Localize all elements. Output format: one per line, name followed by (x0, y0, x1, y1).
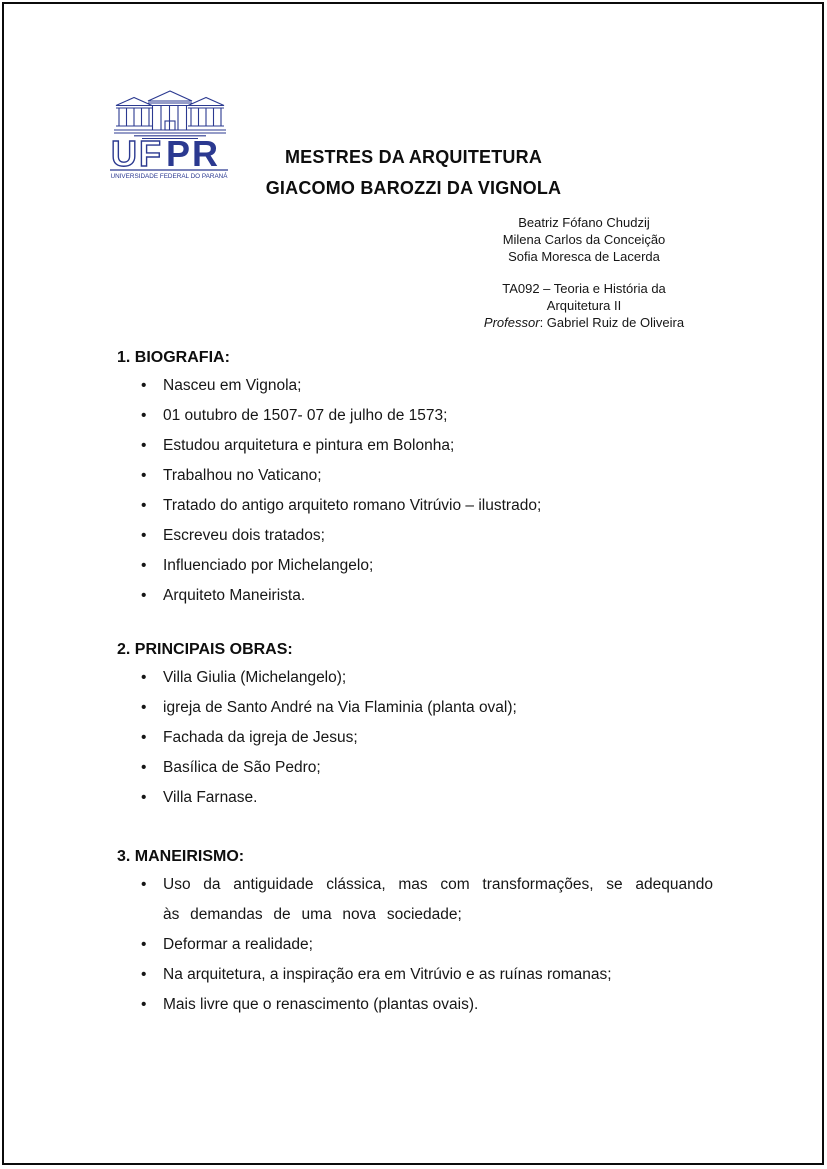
bullet-item: • Mais livre que o renascimento (plantas ovais). (141, 990, 713, 1020)
bullet-item: • Fachada da igreja de Jesus; (141, 723, 713, 753)
section-biografia (117, 348, 713, 611)
section-heading: 3. MANEIRISMO: (117, 848, 245, 865)
professor-name: : Gabriel Ruiz de Oliveira (539, 315, 685, 330)
bullet-item: • Nasceu em Vignola; (141, 371, 713, 401)
title-line-1: MESTRES DA ARQUITETURA (284, 147, 543, 167)
title-line-2: GIACOMO BAROZZI DA VIGNOLA (265, 178, 562, 198)
bullet-item: • Villa Giulia (Michelangelo); (141, 663, 713, 693)
bullet-item: • Deformar a realidade; (141, 930, 713, 960)
ufpr-logo (110, 90, 230, 180)
course-code-line: TA092 – Teoria e História da (502, 281, 666, 296)
document-body (117, 348, 713, 1020)
section-principais-obras (117, 640, 713, 813)
bullet-item: • igreja de Santo André na Via Flaminia (planta oval); (141, 693, 713, 723)
logo-institution-name: UNIVERSIDADE FEDERAL DO PARANÁ (110, 173, 230, 180)
bullet-list (141, 870, 713, 1020)
bullet-item: • Basílica de São Pedro; (141, 753, 713, 783)
bullet-item: • Trabalhou no Vaticano; (141, 461, 713, 491)
author-name: Sofia Moresca de Lacerda (508, 249, 660, 264)
professor-label: Professor (483, 315, 540, 330)
bullet-list (141, 663, 713, 813)
section-heading: 1. BIOGRAFIA: (117, 349, 230, 366)
bullet-item: • Uso da antiguidade clássica, mas com transformações, se adequando às demandas de uma nova sociedade; (141, 870, 713, 930)
bullet-item: • Na arquitetura, a inspiração era em Vitrúvio e as ruínas romanas; (141, 960, 713, 990)
bullet-item: • 01 outubro de 1507- 07 de julho de 1573; (141, 401, 713, 431)
bullet-item: • Villa Farnase. (141, 783, 713, 813)
byline-spacer (434, 265, 734, 280)
bullet-item: • Influenciado por Michelangelo; (141, 551, 713, 581)
author-name: Milena Carlos da Conceição (502, 232, 666, 247)
author-name: Beatriz Fófano Chudzij (518, 215, 650, 230)
bullet-item: • Estudou arquitetura e pintura em Bolonha; (141, 431, 713, 461)
university-building-icon (110, 90, 230, 180)
professor-line (434, 314, 734, 331)
course-name-line: Arquitetura II (546, 298, 622, 313)
byline-block (434, 214, 734, 331)
logo-acronym-outline: UF (111, 133, 163, 174)
bullet-item: • Arquiteto Maneirista. (141, 581, 713, 611)
section-heading: 2. PRINCIPAIS OBRAS: (117, 641, 293, 658)
logo-acronym-solid: PR (166, 133, 221, 174)
section-maneirismo (117, 847, 713, 1020)
bullet-list (141, 371, 713, 611)
bullet-item: • Tratado do antigo arquiteto romano Vitrúvio – ilustrado; (141, 491, 713, 521)
bullet-item: • Escreveu dois tratados; (141, 521, 713, 551)
